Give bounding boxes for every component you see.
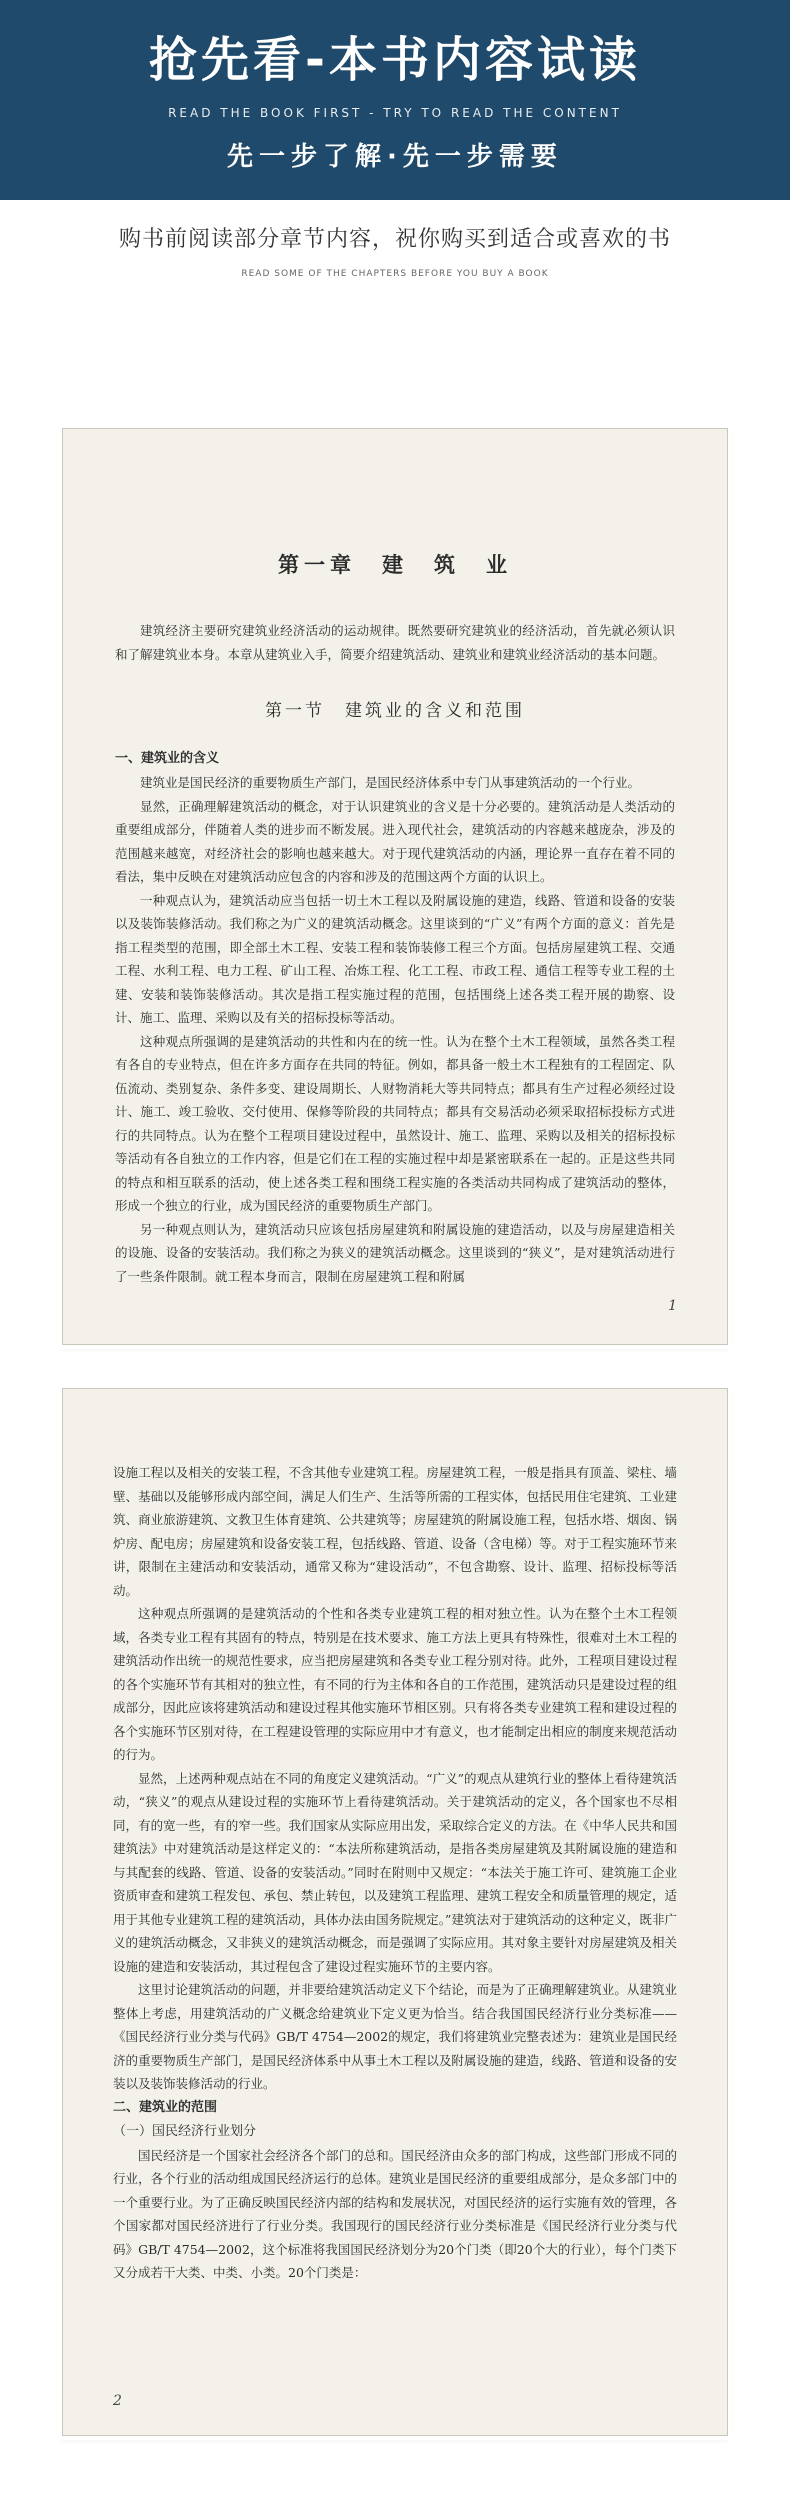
paragraph: 设施工程以及相关的安装工程，不含其他专业建筑工程。房屋建筑工程，一般是指具有顶盖、梁柱、墙壁、基础以及能够形成内部空间，满足人们生产、生活等所需的工程实体，包括民用住宅建筑、工业建筑、商业旅游建筑、文教卫生体育建筑、公共建筑等；房屋建筑的附属设施工程，包括水塔、烟囱、锅炉房、配电房；房屋建筑和设备安装工程，包括线路、管道、设备（含电梯）等。对于工程实施环节来讲，限制在主建活动和安装活动，通常又称为“建设活动”，不包含勘察、设计、监理、招标投标等活动。 — [113, 1465, 677, 1598]
paragraph: 建筑业是国民经济的重要物质生产部门，是国民经济体系中专门从事建筑活动的一个行业。 — [140, 775, 641, 790]
paragraph: 显然，上述两种观点站在不同的角度定义建筑活动。“广义”的观点从建筑行业的整体上看待建筑活动，“狭义”的观点从建设过程的实施环节上看待建筑活动。关于建筑活动的定义，各个国家也不尽相同，有的宽一些，有的窄一些。我们国家从实际应用出发，采取综合定义的方法。在《中华人民共和国建筑法》中对建筑活动是这样定义的：“本法所称建筑活动，是指各类房屋建筑及其附属设施的建造和与其配套的线路、管道、设备的安装活动。”同时在附则中又规定：“本法关于施工许可、建筑施工企业资质审查和建筑工程发包、承包、禁止转包，以及建筑工程监理、建筑工程安全和质量管理的规定，适用于其他专业建筑工程的建筑活动，具体办法由国务院规定。”建筑法对于建筑活动的这种定义，既非广义的建筑活动概念，又非狭义的建筑活动概念，而是强调了实际应用。其对象主要针对房屋建筑及相关设施的建造和安装活动，其过程包含了建设过程实施环节的主要内容。 — [113, 1770, 677, 1974]
sub-subsection-heading: （一）国民经济行业划分 — [113, 2123, 257, 2139]
page-number: 2 — [113, 2393, 122, 2409]
chapter-intro-paragraph: 建筑经济主要研究建筑业经济活动的运动规律。既然要研究建筑业的经济活动，首先就必须认识和了解建筑业本身。本章从建筑业入手，简要介绍建筑活动、建筑业和建筑业经济活动的基本问题。 — [115, 623, 675, 662]
subsection-heading: 二、建筑业的范围 — [113, 2099, 218, 2115]
section-title: 第一节 建筑业的含义和范围 — [265, 701, 525, 721]
intro-english: READ SOME OF THE CHAPTERS BEFORE YOU BUY A BOOK — [241, 269, 549, 279]
intro-chinese: 购书前阅读部分章节内容，祝你购买到适合或喜欢的书 — [118, 227, 671, 252]
paragraph: 一种观点认为，建筑活动应当包括一切土木工程以及附属设施的建造，线路、管道和设备的安装以及装饰装修活动。我们称之为广义的建筑活动概念。这里谈到的“广义”有两个方面的意义：首先是指工程类型的范围，即全部土木工程、安装工程和装饰装修工程三个方面。包括房屋建筑工程、交通工程、水利工程、电力工程、矿山工程、冶炼工程、化工工程、市政工程、通信工程等专业工程的土建、安装和装饰装修活动。其次是指工程实施过程的范围，包括围绕上述各类工程开展的勘察、设计、施工、监理、采购以及有关的招标投标等活动。 — [115, 892, 675, 1025]
paragraph: 显然，正确理解建筑活动的概念，对于认识建筑业的含义是十分必要的。建筑活动是人类活动的重要组成部分，伴随着人类的进步而不断发展。进入现代社会，建筑活动的内容越来越庞杂，涉及的范围越来越宽，对经济社会的影响也越来越大。对于现代建筑活动的内涵，理论界一直存在着不同的看法，集中反映在对建筑活动应包含的内容和涉及的范围这两个方面的认识上。 — [115, 798, 675, 884]
banner-title: 抢先看-本书内容试读 — [149, 32, 641, 88]
intro-section — [0, 222, 790, 279]
chapter-title: 第一章 建 筑 业 — [278, 552, 512, 577]
banner-english-subtitle: READ THE BOOK FIRST - TRY TO READ THE CONTENT — [168, 106, 622, 120]
book-page-1 — [62, 428, 728, 1345]
banner-subtitle: 先一步了解·先一步需要 — [227, 142, 563, 172]
paragraph: 国民经济是一个国家社会经济各个部门的总和。国民经济由众多的部门构成，这些部门形成不同的行业，各个行业的活动组成国民经济运行的总体。建筑业是国民经济的重要组成部分，是众多部门中的一个重要行业。为了正确反映国民经济内部的结构和发展状况，对国民经济的运行实施有效的管理，各个国家都对国民经济进行了行业分类。我国现行的国民经济行业分类标准是《国民经济行业分类与代码》GB/T 4754—2002，这个标准将我国国民经济划分为20个门类（即20个大的行业），每个门类下又分成若干大类、中类、小类。20个门类是： — [113, 2147, 677, 2280]
paragraph: 这种观点所强调的是建筑活动的个性和各类专业建筑工程的相对独立性。认为在整个土木工程领域，各类专业工程有其固有的特点，特别是在技术要求、施工方法上更具有特殊性，很难对土木工程的建筑活动作出统一的规范性要求，应当把房屋建筑和各类专业工程分别对待。此外，工程项目建设过程的各个实施环节有其相对的独立性，有不同的行为主体和各自的工作范围，建筑活动只是建设过程的组成部分，因此应该将建筑活动和建设过程其他实施环节相区别。只有将各类专业建筑工程和建设过程的各个实施环节区别对待，在工程建设管理的实际应用中才有意义，也才能制定出相应的制度来规范活动的行为。 — [113, 1606, 677, 1762]
header-banner — [0, 0, 790, 200]
paragraph: 这种观点所强调的是建筑活动的共性和内在的统一性。认为在整个土木工程领域，虽然各类工程有各自的专业特点，但在许多方面存在共同的特征。例如，都具备一般土木工程独有的工程固定、队伍流动、类别复杂、条件多变、建设周期长、人财物消耗大等共同特点；都具有生产过程必须经过设计、施工、竣工验收、交付使用、保修等阶段的共同特点；都具有交易活动必须采取招标投标方式进行的共同特点。认为在整个工程项目建设过程中，虽然设计、施工、监理、采购以及相关的招标投标等活动有各自独立的工作内容，但是它们在工程的实施过程中却是紧密联系在一起的。正是这些共同的特点和相互联系的活动，使上述各类工程和围绕工程实施的各类活动共同构成了建筑活动的整体，形成一个独立的行业，成为国民经济的重要物质生产部门。 — [115, 1033, 675, 1213]
book-page-2 — [62, 1388, 728, 2436]
paragraph: 这里讨论建筑活动的问题，并非要给建筑活动定义下个结论，而是为了正确理解建筑业。从建筑业整体上考虑，用建筑活动的广义概念给建筑业下定义更为恰当。结合我国国民经济行业分类标准——《国民经济行业分类与代码》GB/T 4754—2002的规定，我们将建筑业完整表述为：建筑业是国民经济的重要物质生产部门，是国民经济体系中从事土木工程以及附属设施的建造，线路、管道和设备的安装以及装饰装修活动的行业。 — [113, 1982, 677, 2091]
page-number: 1 — [668, 1298, 677, 1314]
subsection-heading: 一、建筑业的含义 — [115, 751, 220, 766]
paragraph: 另一种观点则认为，建筑活动只应该包括房屋建筑和附属设施的建造活动，以及与房屋建造相关的设施、设备的安装活动。我们称之为狭义的建筑活动概念。这里谈到的“狭义”，是对建筑活动进行了一些条件限制。就工程本身而言，限制在房屋建筑工程和附属 — [115, 1221, 675, 1284]
